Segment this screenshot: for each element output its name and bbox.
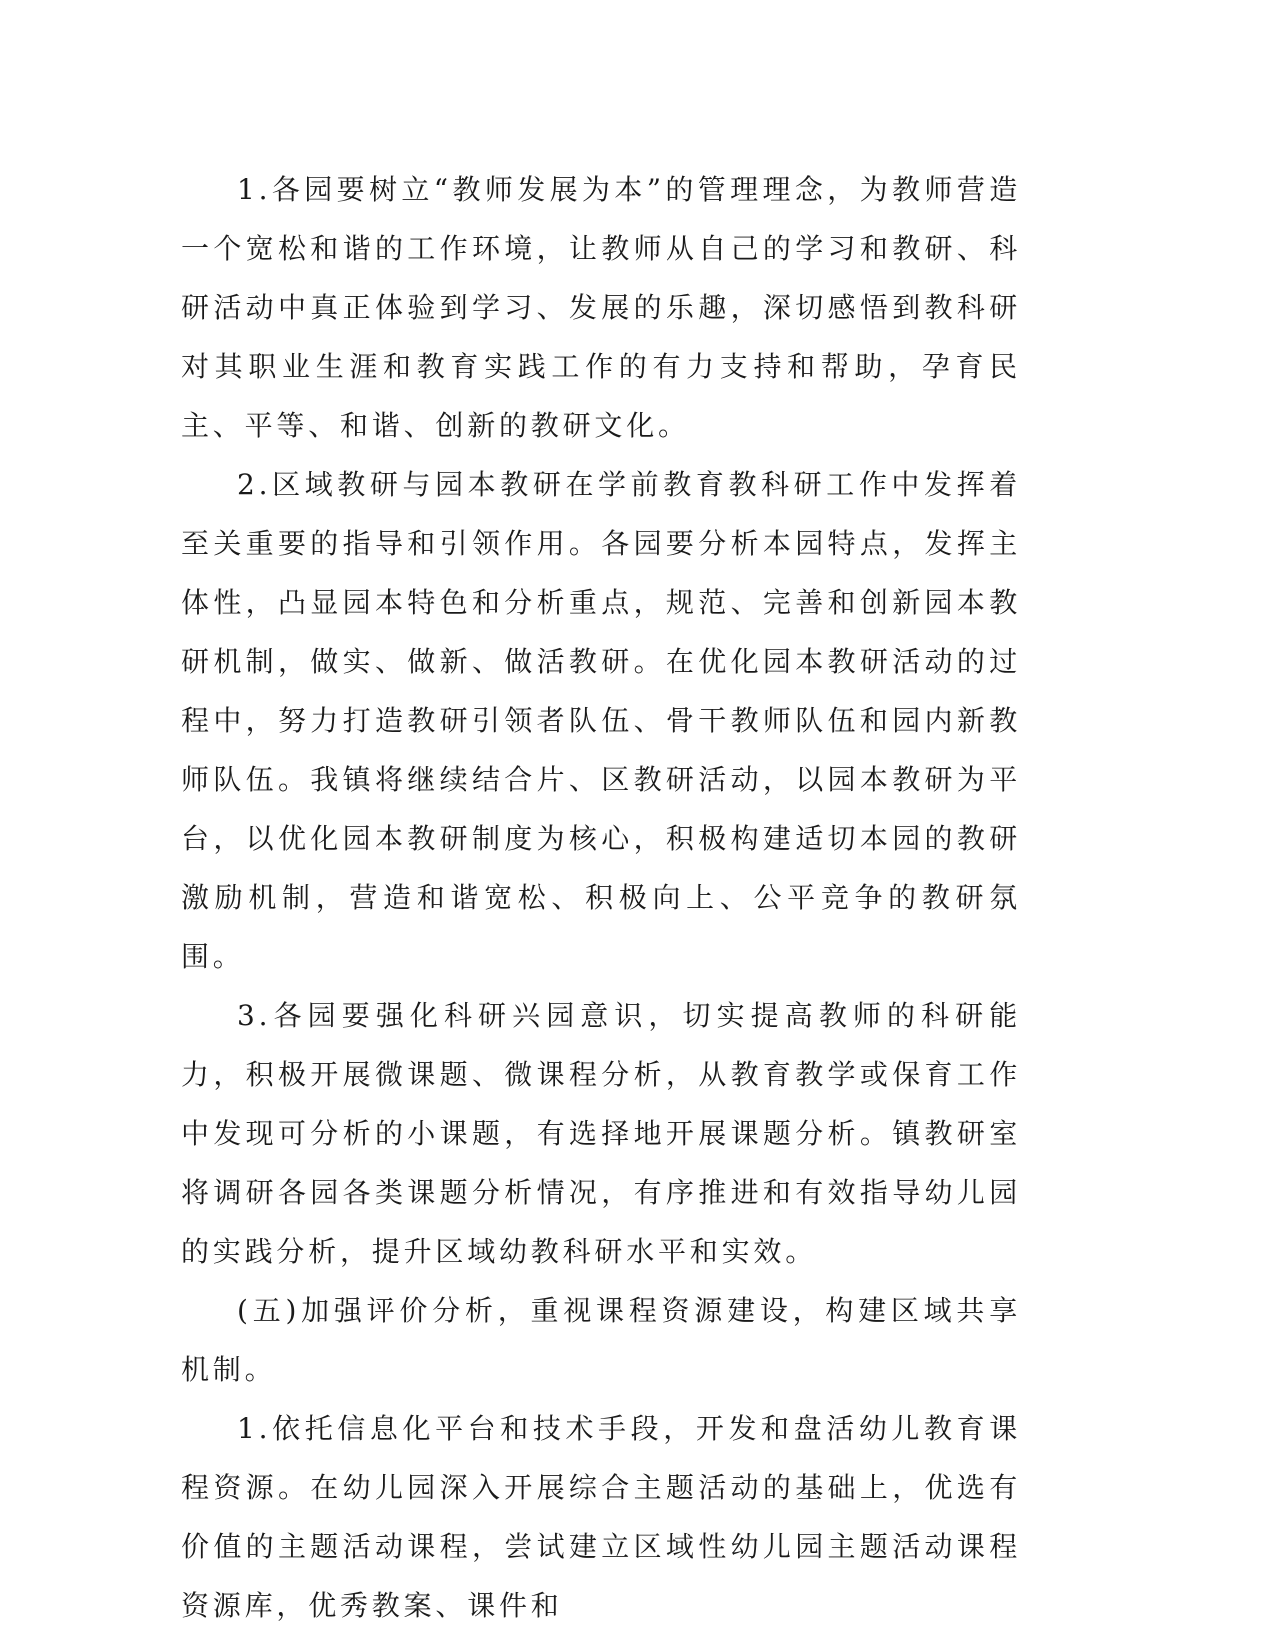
document-body [181, 160, 1021, 1635]
paragraph-curriculum-resources: 1.依托信息化平台和技术手段，开发和盘活幼儿教育课程资源。在幼儿园深入开展综合主题活动的基础上，优选有价值的主题活动课程，尝试建立区域性幼儿园主题活动课程资源库，优秀教案、课件和 [181, 1412, 1021, 1622]
paragraph-regional-research: 2.区域教研与园本教研在学前教育教科研工作中发挥着至关重要的指导和引领作用。各园要分析本园特点，发挥主体性，凸显园本特色和分析重点，规范、完善和创新园本教研机制，做实、做新、做活教研。在优化园本教研活动的过程中，努力打造教研引领者队伍、骨干教师队伍和园内新教师队伍。我镇将继续结合片、区教研活动，以园本教研为平台，以优化园本教研制度为核心，积极构建适切本园的教研激励机制，营造和谐宽松、积极向上、公平竞争的教研氛围。 [181, 468, 1021, 973]
paragraph-research-awareness: 3.各园要强化科研兴园意识，切实提高教师的科研能力，积极开展微课题、微课程分析，从教育教学或保育工作中发现可分析的小课题，有选择地开展课题分析。镇教研室将调研各园各类课题分析情况，有序推进和有效指导幼儿园的实践分析，提升区域幼教科研水平和实效。 [181, 999, 1021, 1268]
section-heading-evaluation: (五)加强评价分析，重视课程资源建设，构建区域共享机制。 [181, 1294, 1021, 1386]
paragraph-teacher-development: 1.各园要树立“教师发展为本”的管理理念，为教师营造一个宽松和谐的工作环境，让教师从自己的学习和教研、科研活动中真正体验到学习、发展的乐趣，深切感悟到教科研对其职业生涯和教育实践工作的有力支持和帮助，孕育民主、平等、和谐、创新的教研文化。 [181, 173, 1021, 442]
